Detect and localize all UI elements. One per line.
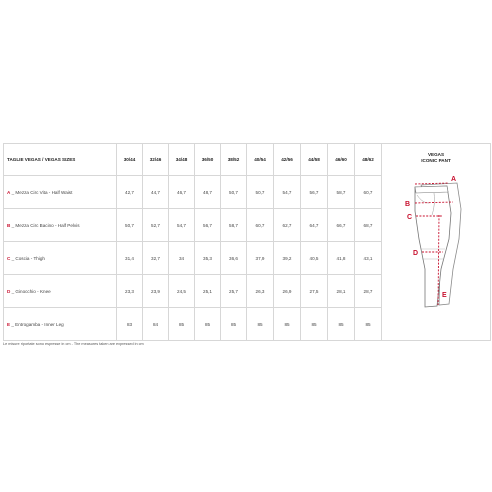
measure-value: 85	[221, 308, 247, 341]
size-header-row	[4, 144, 491, 176]
measure-value: 37,9	[247, 242, 274, 275]
figure-letter-c: C	[407, 214, 413, 221]
size-chart-table	[3, 143, 491, 341]
size-header: 32/46	[143, 144, 169, 176]
measure-value: 39,2	[274, 242, 301, 275]
measure-value: 26,9	[274, 275, 301, 308]
measure-label: A _ Mezza Circ Vita - Half Waist	[4, 176, 117, 209]
figure-letter-e: E	[442, 292, 447, 299]
measure-value: 68,7	[355, 209, 382, 242]
measure-value: 34	[169, 242, 195, 275]
measure-value: 26,3	[247, 275, 274, 308]
measure-value: 25,1	[195, 275, 221, 308]
pant-figure-cell	[382, 144, 491, 341]
measure-value: 43,1	[355, 242, 382, 275]
measure-label: D _ Ginocchio - Knee	[4, 275, 117, 308]
measure-value: 56,7	[195, 209, 221, 242]
measure-value: 60,7	[355, 176, 382, 209]
size-header: 34/48	[169, 144, 195, 176]
measure-value: 85	[301, 308, 328, 341]
figure-letter-b: B	[405, 201, 411, 208]
measure-value: 25,7	[221, 275, 247, 308]
measure-value: 84	[143, 308, 169, 341]
measure-value: 50,7	[117, 209, 143, 242]
measure-value: 32,7	[143, 242, 169, 275]
measurement-note: Le misure riportate sono espresse in cm - The measures taken are expressed in cm	[3, 342, 144, 346]
measure-value: 85	[355, 308, 382, 341]
measure-value: 85	[247, 308, 274, 341]
measure-value: 66,7	[328, 209, 355, 242]
size-header: 48/62	[355, 144, 382, 176]
measure-value: 58,7	[221, 209, 247, 242]
figure-letter-a: A	[451, 176, 457, 183]
measure-value: 50,7	[221, 176, 247, 209]
size-header: 40/54	[247, 144, 274, 176]
figure-letter-d: D	[413, 250, 419, 257]
measure-value: 23,3	[117, 275, 143, 308]
figure-title: VEGAS ICONIC PANT	[421, 152, 451, 163]
measure-value: 35,3	[195, 242, 221, 275]
size-header: 44/58	[301, 144, 328, 176]
measure-value: 85	[274, 308, 301, 341]
size-header: 38/52	[221, 144, 247, 176]
measure-value: 58,7	[328, 176, 355, 209]
size-header: 36/50	[195, 144, 221, 176]
measure-value: 64,7	[301, 209, 328, 242]
measure-label: C _ Coscia - Thigh	[4, 242, 117, 275]
measure-value: 28,7	[355, 275, 382, 308]
measure-value: 52,7	[143, 209, 169, 242]
measure-value: 54,7	[169, 209, 195, 242]
pant-diagram	[401, 169, 471, 319]
size-header: 42/56	[274, 144, 301, 176]
measure-value: 85	[169, 308, 195, 341]
measure-value: 83	[117, 308, 143, 341]
measure-value: 42,7	[117, 176, 143, 209]
measure-label: E _ Entrogamba - Inner Leg	[4, 308, 117, 341]
measure-value: 23,9	[143, 275, 169, 308]
measure-value: 50,7	[247, 176, 274, 209]
measure-value: 24,5	[169, 275, 195, 308]
measure-value: 31,4	[117, 242, 143, 275]
sizes-header-label: TAGLIE VEGAS / VEGAS SIZES	[4, 144, 117, 176]
measure-value: 62,7	[274, 209, 301, 242]
measure-value: 56,7	[301, 176, 328, 209]
measure-value: 44,7	[143, 176, 169, 209]
measure-value: 85	[328, 308, 355, 341]
measure-value: 85	[195, 308, 221, 341]
size-header: 46/60	[328, 144, 355, 176]
measure-value: 40,5	[301, 242, 328, 275]
measure-value: 28,1	[328, 275, 355, 308]
measure-value: 41,8	[328, 242, 355, 275]
measure-value: 27,5	[301, 275, 328, 308]
size-header: 30/44	[117, 144, 143, 176]
measure-value: 36,6	[221, 242, 247, 275]
measure-value: 46,7	[169, 176, 195, 209]
measure-value: 54,7	[274, 176, 301, 209]
measure-value: 48,7	[195, 176, 221, 209]
measure-value: 60,7	[247, 209, 274, 242]
measure-label: B _ Mezza Circ Bacino - Half Pelvis	[4, 209, 117, 242]
